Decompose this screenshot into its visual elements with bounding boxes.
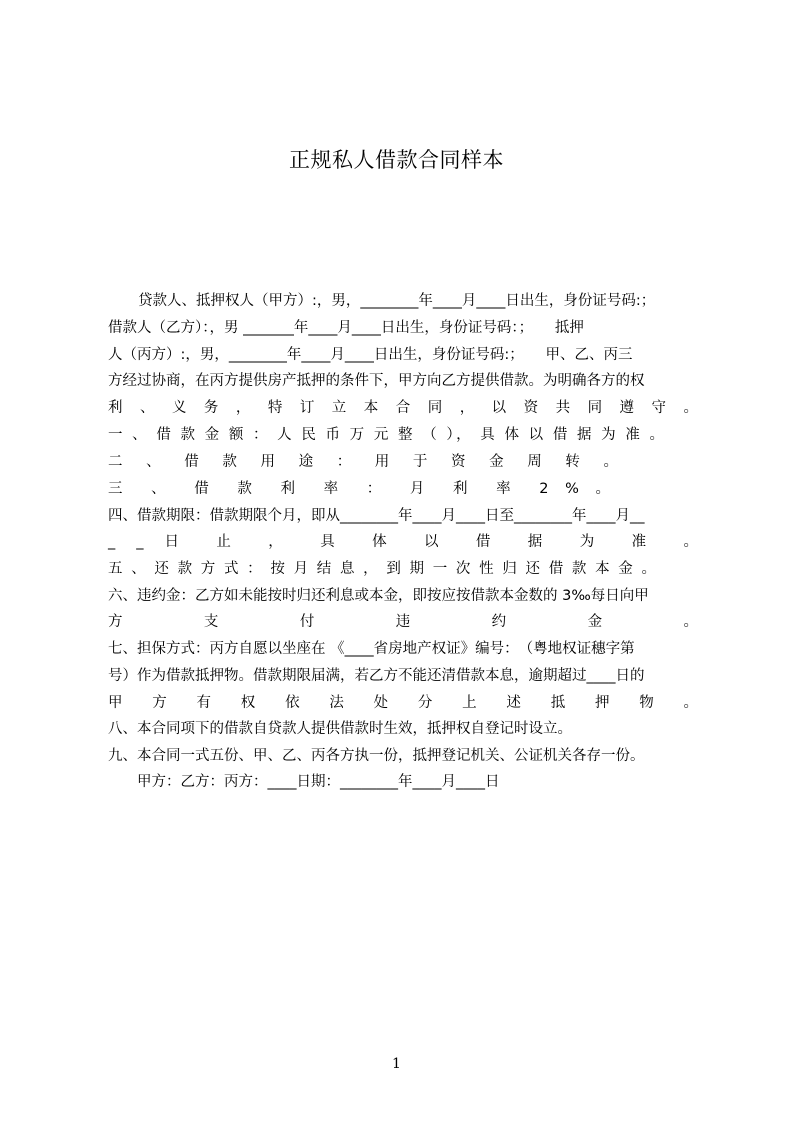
paragraph-line: 人（丙方）:，男，________年____月____日出生，身份证号码:； 甲、乙、丙三 (108, 347, 633, 363)
paragraph-line: 八、本合同项下的借款自贷款人提供借款时生效，抵押权自登记时设立。 (108, 721, 572, 737)
paragraph-line: 贷款人、抵押权人（甲方）:，男，________年____月____日出生，身份证号码:； (138, 293, 656, 309)
paragraph-line: _ _ 日 止 ， 具 体 以 借 据 为 准 。 (108, 534, 698, 550)
paragraph-line: 借款人（乙方）：，男 _______年____月____日出生，身份证号码：； 抵押 (108, 320, 584, 336)
paragraph-line: 九、本合同一式五份、甲、乙、丙各方执一份，抵押登记机关、公证机关各存一份。 (108, 748, 645, 764)
paragraph-line: 三 、 借 款 利 率 ： 月 利 率 2 % 。 (108, 481, 610, 497)
paragraph-line: 七、担保方式：丙方自愿以坐座在 《____省房地产权证》编号： （粤地权证穗字第 (108, 641, 635, 657)
paragraph-line: 二 、 借 款 用 途 ： 用 于 资 金 周 转 。 (108, 454, 618, 470)
paragraph-line: 甲方：乙方：丙方：____日期：________年____月____日 (137, 774, 500, 790)
paragraph-line: 四、借款期限：借款期限个月，即从________年____月____日至________年____月__ (108, 508, 645, 524)
document-title: 正规私人借款合同样本 (289, 148, 504, 172)
paragraph-line: 号）作为借款抵押物。借款期限届满，若乙方不能还清借款本息，逾期超过____日的 (108, 668, 645, 684)
paragraph-line: 五 、 还 款 方 式 ： 按 月 结 息 ， 到 期 一 次 性 归 还 借 款 本 金 。 (108, 561, 656, 577)
paragraph-line: 方经过协商，在丙方提供房产抵押的条件下，甲方向乙方提供借款。为明确各方的权 (108, 373, 645, 389)
page-number: 1 (392, 1056, 401, 1072)
paragraph-line: 利 、 义 务 ， 特 订 立 本 合 同 ， 以 资 共 同 遵 守 。 (108, 400, 698, 416)
paragraph-line: 一 、 借 款 金 额 ： 人 民 币 万 元 整 （ ）， 具 体 以 借 据 为 准 。 (108, 427, 664, 443)
paragraph-line: 甲 方 有 权 依 法 处 分 上 述 抵 押 物 。 (108, 695, 698, 711)
paragraph-line: 六、违约金：乙方如未能按时归还利息或本金，即按应按借款本金数的 3‰每日向甲 (108, 588, 649, 604)
paragraph-line: 方 支 付 违 约 金 。 (108, 614, 698, 630)
